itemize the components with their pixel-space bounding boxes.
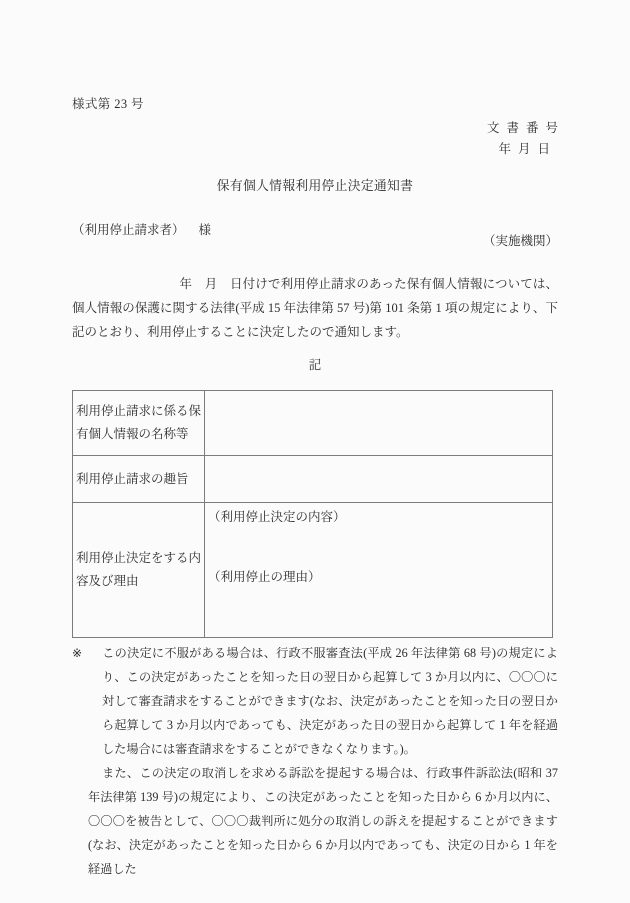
document-date-label: 年月日 — [498, 142, 557, 156]
row-value-information-name[interactable] — [205, 391, 553, 456]
issuing-agency: （実施機関） — [482, 234, 558, 248]
row-value-decision-content-reason[interactable] — [205, 503, 553, 638]
document-meta-block — [486, 118, 565, 160]
table-row — [73, 456, 553, 503]
row-label-decision-content-reason: 利用停止決定をする内容及び理由 — [73, 503, 205, 638]
page-title: 保有個人情報利用停止決定通知書 — [216, 179, 414, 193]
addressee — [72, 220, 211, 238]
reference-mark-icon: ※ — [72, 646, 83, 660]
footnotes — [72, 641, 558, 881]
addressee-party: （利用停止請求者） — [72, 223, 185, 237]
row-label-information-name: 利用停止請求に係る保有個人情報の名称等 — [73, 391, 205, 456]
row-label-request-purpose: 利用停止請求の趣旨 — [73, 456, 205, 503]
footnote-paragraph-litigation: また、この決定の取消しを求める訴訟を提起する場合は、行政事件訴訟法(昭和 37 年法律第 139 号)の規定により、この決定があったことを知った日から 6 か月以内に、〇〇〇を被告として、〇〇〇裁判所に処分の取消しの訴えを提起することができます(なお、決定があったことを知った日から 6 か月以内であっても、決定の日から 1 年を経過した — [88, 766, 558, 876]
footnote-paragraph-appeal-text: この決定に不服がある場合は、行政不服審査法(平成 26 年法律第 68 号)の規定により、この決定があったことを知った日の翌日から起算して 3 か月以内に、〇〇〇に対して審査請求をすることができます(なお、決定があったことを知った日の翌日から起算して 3 か月以内であっても、決定があった日の翌日から起算して 1 年を経過した場合には審査請求をすることができなくなります。)。 — [102, 646, 558, 756]
addressee-honorific: 様 — [198, 223, 212, 237]
decision-content-placeholder: （利用停止決定の内容） — [208, 510, 346, 524]
table-row — [73, 503, 553, 638]
ki-heading: 記 — [308, 358, 322, 372]
table-row — [73, 391, 553, 456]
decision-reason-placeholder: （利用停止の理由） — [208, 570, 321, 584]
statement-paragraph: 年 月 日付けで利用停止請求のあった保有個人情報については、個人情報の保護に関する法律(平成 15 年法律第 57 号)第 101 条第 1 項の規定により、下記のとおり、利用停止することに決定したので通知します。 — [72, 277, 558, 339]
document-number-label: 文書番号 — [486, 121, 565, 135]
form-number: 様式第 23 号 — [72, 97, 144, 111]
decision-cell-inner — [208, 506, 550, 633]
row-value-request-purpose[interactable] — [205, 456, 553, 503]
footnote-paragraph-appeal — [72, 641, 558, 761]
information-table — [72, 390, 553, 638]
